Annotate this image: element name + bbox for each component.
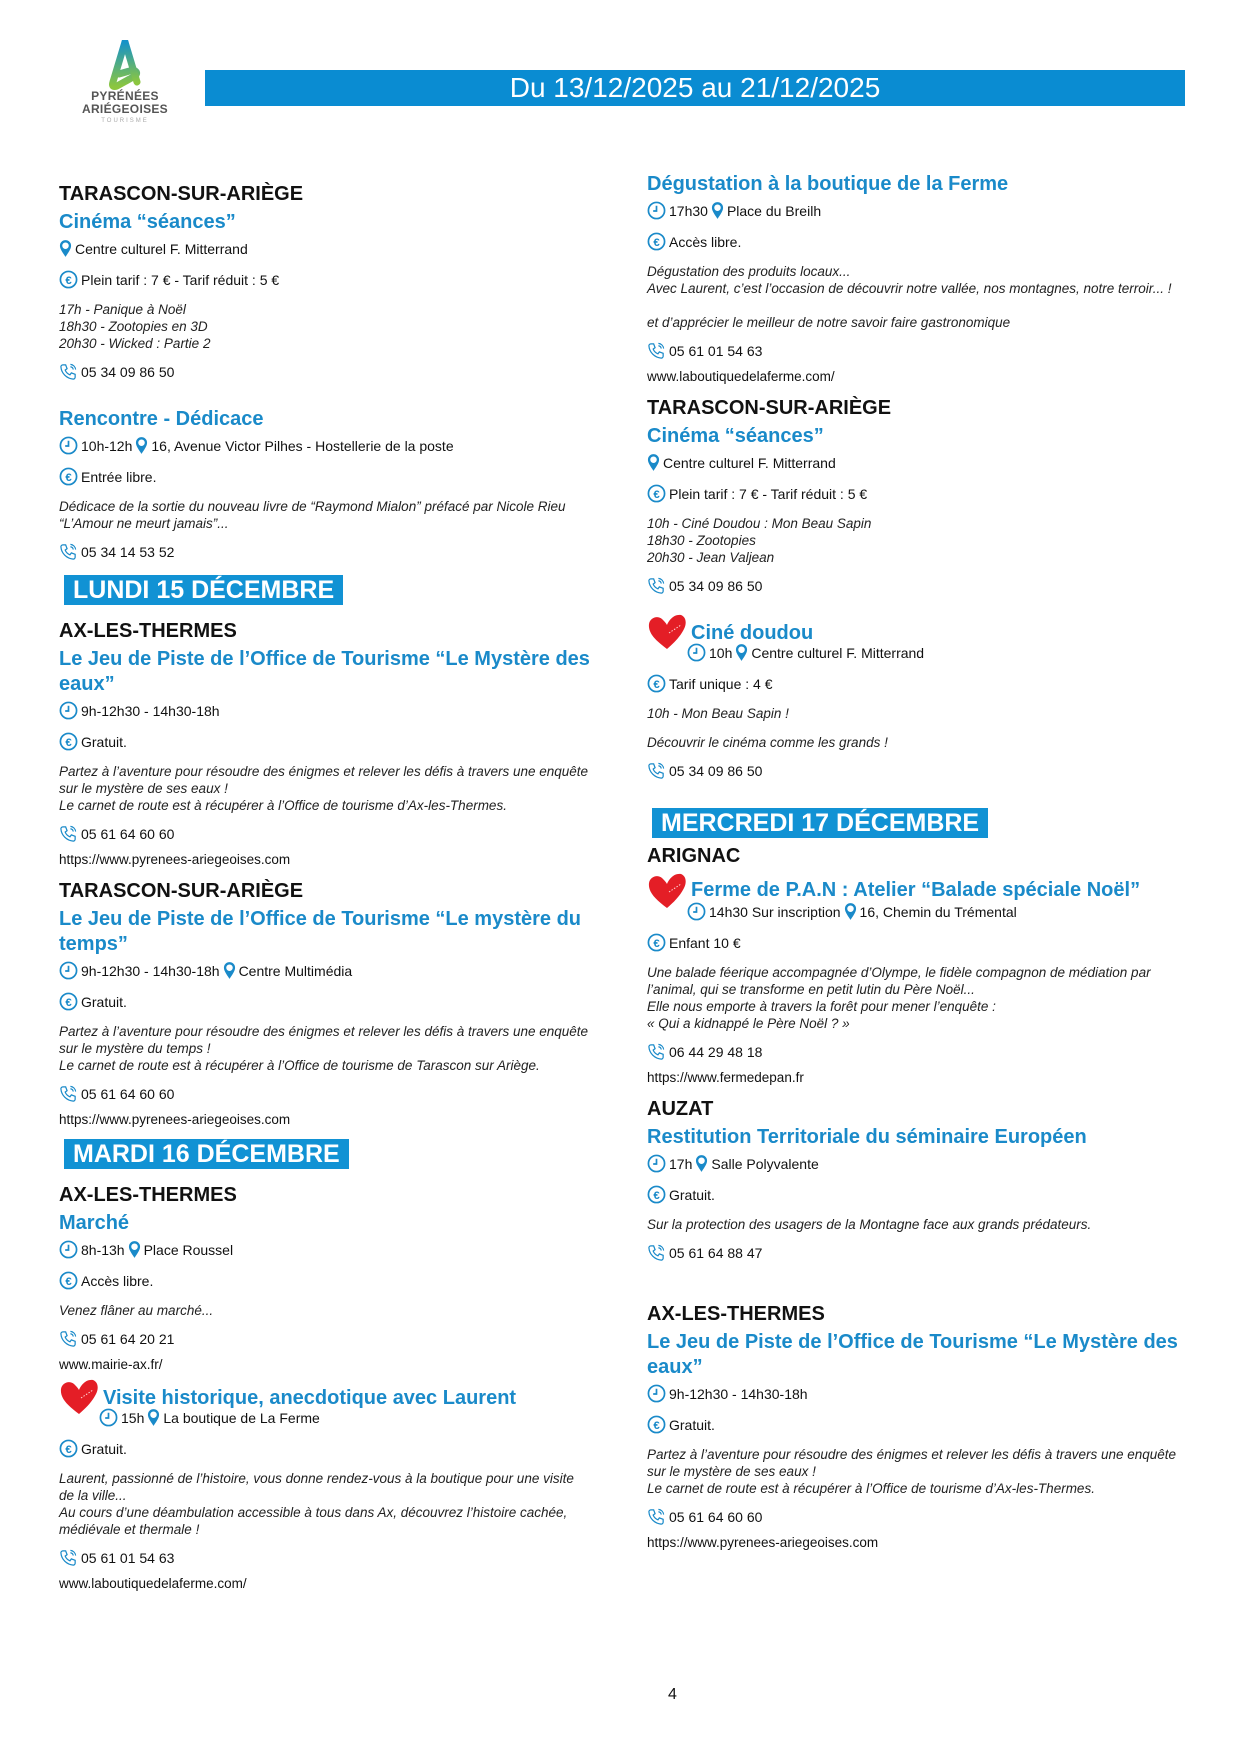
event-price: Entrée libre. bbox=[81, 468, 157, 485]
logo-mark-icon bbox=[105, 40, 145, 90]
event-description bbox=[59, 1470, 619, 1538]
location-pin-icon bbox=[128, 1240, 141, 1259]
desc-line: 17h - Panique à Noël bbox=[59, 302, 186, 317]
event-jeu-piste-tarascon bbox=[59, 879, 619, 1129]
desc-line: Dédicace de la sortie du nouveau livre de “Raymond Mialon” préfacé par Nicole Rieu bbox=[59, 499, 566, 514]
event-title: Visite historique, anecdotique avec Laurent bbox=[103, 1387, 517, 1409]
desc-line: 18h30 - Zootopies bbox=[647, 533, 756, 548]
event-description bbox=[59, 301, 619, 352]
event-title: Rencontre - Dédicace bbox=[59, 408, 264, 430]
phone-icon bbox=[647, 1042, 666, 1061]
clock-icon bbox=[647, 1384, 666, 1403]
event-description bbox=[59, 1302, 619, 1319]
event-description bbox=[59, 1023, 619, 1074]
event-title: Marché bbox=[59, 1212, 130, 1234]
event-price: Plein tarif : 7 € - Tarif réduit : 5 € bbox=[81, 271, 280, 288]
desc-line: Sur la protection des usagers de la Montagne face aux grands prédateurs. bbox=[647, 1217, 1092, 1232]
event-time: 9h-12h30 - 14h30-18h bbox=[81, 702, 220, 719]
event-description bbox=[647, 515, 1207, 566]
heart-icon bbox=[647, 613, 687, 651]
event-description bbox=[647, 705, 1207, 722]
event-price: Tarif unique : 4 € bbox=[669, 675, 773, 692]
euro-icon bbox=[59, 992, 78, 1011]
event-description bbox=[647, 263, 1207, 331]
event-time: 10h-12h bbox=[81, 437, 133, 454]
logo bbox=[70, 40, 180, 140]
event-price: Accès libre. bbox=[669, 233, 742, 250]
city-heading: AX-LES-THERMES bbox=[59, 620, 237, 642]
location-pin-icon bbox=[735, 643, 748, 662]
city-heading: TARASCON-SUR-ARIÈGE bbox=[647, 397, 892, 419]
event-phone[interactable]: 05 34 09 86 50 bbox=[669, 577, 763, 594]
clock-icon bbox=[647, 201, 666, 220]
desc-line: Dégustation des produits locaux... bbox=[647, 264, 851, 279]
location-pin-icon bbox=[223, 961, 236, 980]
event-url[interactable]: www.mairie-ax.fr/ bbox=[59, 1357, 163, 1372]
euro-icon bbox=[647, 1185, 666, 1204]
event-phone[interactable]: 05 61 01 54 63 bbox=[669, 342, 763, 359]
desc-line: Au cours d’une déambulation accessible à tous dans Ax, découvrez l’histoire cachée, bbox=[59, 1505, 568, 1520]
desc-line: Une balade féerique accompagnée d’Olympe, le fidèle compagnon de médiation par bbox=[647, 965, 1151, 980]
location-pin-icon bbox=[695, 1154, 708, 1173]
phone-icon bbox=[59, 542, 78, 561]
event-place: 16, Avenue Victor Pilhes - Hostellerie de la poste bbox=[151, 437, 454, 454]
event-jeu-piste-ax bbox=[59, 619, 619, 869]
event-cine-doudou bbox=[647, 613, 1207, 780]
day-header-mercredi: MERCREDI 17 DÉCEMBRE bbox=[652, 808, 988, 838]
event-phone[interactable]: 05 61 64 20 21 bbox=[81, 1330, 175, 1347]
desc-line: et d’apprécier le meilleur de notre savoir faire gastronomique bbox=[647, 315, 1011, 330]
page-number: 4 bbox=[668, 1686, 677, 1703]
heart-icon bbox=[59, 1378, 99, 1416]
desc-line: sur le mystère de ses eaux ! bbox=[647, 1464, 816, 1479]
euro-icon bbox=[647, 232, 666, 251]
city-heading: TARASCON-SUR-ARIÈGE bbox=[59, 880, 304, 902]
event-description bbox=[647, 1216, 1207, 1233]
event-description bbox=[59, 763, 619, 814]
event-time: 8h-13h bbox=[81, 1241, 125, 1258]
desc-line: « Qui a kidnappé le Père Noël ? » bbox=[647, 1016, 850, 1031]
event-phone[interactable]: 05 61 64 88 47 bbox=[669, 1244, 763, 1261]
phone-icon bbox=[647, 1243, 666, 1262]
desc-line: 10h - Ciné Doudou : Mon Beau Sapin bbox=[647, 516, 872, 531]
euro-icon bbox=[647, 933, 666, 952]
event-time: 15h bbox=[121, 1409, 145, 1426]
logo-line1: PYRÉNÉES bbox=[91, 89, 159, 103]
event-place: Centre culturel F. Mitterrand bbox=[663, 454, 836, 471]
event-phone[interactable]: 05 61 64 60 60 bbox=[81, 1085, 175, 1102]
desc-line: Venez flâner au marché... bbox=[59, 1303, 214, 1318]
event-description bbox=[647, 1446, 1207, 1497]
event-phone[interactable]: 05 34 09 86 50 bbox=[669, 762, 763, 779]
event-title: Ferme de P.A.N : Atelier “Balade spéciale Noël” bbox=[691, 879, 1141, 901]
desc-line: Partez à l’aventure pour résoudre des énigmes et relever les défis à travers une enquête bbox=[59, 764, 589, 779]
event-title: Le Jeu de Piste de l’Office de Tourisme “Le Mystère des eaux” bbox=[647, 1331, 1178, 1378]
event-ferme-pan bbox=[647, 844, 1207, 1087]
event-marche-ax bbox=[59, 1183, 619, 1374]
desc-line: Laurent, passionné de l’histoire, vous donne rendez-vous à la boutique pour une visite bbox=[59, 1471, 574, 1486]
event-place: Centre culturel F. Mitterrand bbox=[75, 240, 248, 257]
logo-line3: TOURISME bbox=[101, 118, 149, 124]
clock-icon bbox=[687, 643, 706, 662]
euro-icon bbox=[59, 1271, 78, 1290]
phone-icon bbox=[59, 362, 78, 381]
event-place: 16, Chemin du Trémental bbox=[859, 903, 1017, 920]
desc-line: de la ville... bbox=[59, 1488, 127, 1503]
event-title: Cinéma “séances” bbox=[647, 425, 824, 447]
event-url[interactable]: https://www.pyrenees-ariegeoises.com bbox=[59, 1112, 291, 1127]
event-title: Restitution Territoriale du séminaire Européen bbox=[647, 1126, 1087, 1148]
event-price: Gratuit. bbox=[81, 1440, 127, 1457]
event-time: 9h-12h30 - 14h30-18h bbox=[81, 962, 220, 979]
city-heading: AX-LES-THERMES bbox=[647, 1303, 825, 1325]
phone-icon bbox=[59, 1329, 78, 1348]
location-pin-icon bbox=[647, 453, 660, 472]
event-time: 17h bbox=[669, 1155, 693, 1172]
clock-icon bbox=[59, 436, 78, 455]
desc-line: sur le mystère de ses eaux ! bbox=[59, 781, 228, 796]
event-price: Enfant 10 € bbox=[669, 934, 741, 951]
city-heading: TARASCON-SUR-ARIÈGE bbox=[59, 183, 304, 205]
location-pin-icon bbox=[59, 239, 72, 258]
event-place: Centre Multimédia bbox=[238, 962, 353, 979]
phone-icon bbox=[647, 1507, 666, 1526]
event-price: Gratuit. bbox=[81, 993, 127, 1010]
event-url[interactable]: https://www.pyrenees-ariegeoises.com bbox=[59, 852, 291, 867]
event-price: Gratuit. bbox=[669, 1186, 715, 1203]
clock-icon bbox=[647, 1154, 666, 1173]
event-url[interactable]: https://www.fermedepan.fr bbox=[647, 1070, 804, 1085]
desc-line: Elle nous emporte à travers la forêt pour mener l’enquête : bbox=[647, 999, 996, 1014]
event-price: Plein tarif : 7 € - Tarif réduit : 5 € bbox=[669, 485, 868, 502]
euro-icon bbox=[59, 732, 78, 751]
event-phone[interactable]: 05 34 09 86 50 bbox=[81, 363, 175, 380]
city-heading: AX-LES-THERMES bbox=[59, 1184, 237, 1206]
euro-icon bbox=[647, 1415, 666, 1434]
event-price: Gratuit. bbox=[669, 1416, 715, 1433]
event-place: Place du Breilh bbox=[726, 202, 822, 219]
desc-line: Avec Laurent, c’est l’occasion de découvrir notre vallée, nos montagnes, notre terroir... ! bbox=[647, 281, 1172, 296]
desc-line bbox=[647, 297, 1207, 314]
event-description bbox=[59, 498, 619, 532]
event-degustation bbox=[647, 172, 1207, 386]
event-phone[interactable]: 05 34 14 53 52 bbox=[81, 543, 175, 560]
event-time: 10h bbox=[709, 644, 733, 661]
desc-line: médiévale et thermale ! bbox=[59, 1522, 200, 1537]
clock-icon bbox=[59, 961, 78, 980]
event-place: Centre culturel F. Mitterrand bbox=[751, 644, 925, 661]
event-description bbox=[647, 734, 1207, 751]
phone-icon bbox=[647, 761, 666, 780]
event-visite-historique bbox=[59, 1378, 619, 1593]
euro-icon bbox=[59, 1439, 78, 1458]
desc-line: 20h30 - Wicked : Partie 2 bbox=[59, 336, 211, 351]
desc-line: 10h - Mon Beau Sapin ! bbox=[647, 706, 789, 721]
event-title: Ciné doudou bbox=[691, 622, 814, 644]
event-title: Cinéma “séances” bbox=[59, 211, 236, 233]
phone-icon bbox=[647, 341, 666, 360]
event-phone[interactable]: 05 61 64 60 60 bbox=[669, 1508, 763, 1525]
desc-line: Partez à l’aventure pour résoudre des énigmes et relever les défis à travers une enquête bbox=[59, 1024, 589, 1039]
desc-line: Le carnet de route est à récupérer à l’Office de tourisme de Tarascon sur Ariège. bbox=[59, 1058, 540, 1073]
event-cinema-tarascon bbox=[59, 182, 619, 381]
desc-line: 18h30 - Zootopies en 3D bbox=[59, 319, 208, 334]
logo-line2: ARIÉGEOISES bbox=[82, 102, 168, 116]
location-pin-icon bbox=[147, 1408, 160, 1427]
event-jeu-piste-ax-2 bbox=[647, 1302, 1207, 1552]
event-title: Le Jeu de Piste de l’Office de Tourisme “Le Mystère des eaux” bbox=[59, 648, 590, 695]
euro-icon bbox=[647, 674, 666, 693]
phone-icon bbox=[59, 1548, 78, 1567]
day-header-lundi: LUNDI 15 DÉCEMBRE bbox=[64, 575, 343, 605]
event-time: 9h-12h30 - 14h30-18h bbox=[669, 1385, 808, 1402]
date-range-banner: Du 13/12/2025 au 21/12/2025 bbox=[205, 70, 1185, 106]
euro-icon bbox=[59, 270, 78, 289]
event-description bbox=[647, 964, 1207, 1032]
location-pin-icon bbox=[844, 902, 857, 921]
clock-icon bbox=[59, 701, 78, 720]
event-cinema-tarascon-2 bbox=[647, 396, 1207, 595]
day-header-mardi: MARDI 16 DÉCEMBRE bbox=[64, 1139, 349, 1169]
city-heading: AUZAT bbox=[647, 1098, 714, 1120]
event-place: Place Roussel bbox=[143, 1241, 234, 1258]
desc-line: sur le mystère du temps ! bbox=[59, 1041, 211, 1056]
desc-line: “L’Amour ne meurt jamais”... bbox=[59, 516, 229, 531]
desc-line: Partez à l’aventure pour résoudre des énigmes et relever les défis à travers une enquête bbox=[647, 1447, 1177, 1462]
event-title: Le Jeu de Piste de l’Office de Tourisme “Le mystère du temps” bbox=[59, 908, 582, 955]
phone-icon bbox=[59, 1084, 78, 1103]
desc-line: 20h30 - Jean Valjean bbox=[647, 550, 775, 565]
event-time: 17h30 bbox=[669, 202, 708, 219]
event-price: Accès libre. bbox=[81, 1272, 154, 1289]
phone-icon bbox=[647, 576, 666, 595]
desc-line: Le carnet de route est à récupérer à l’Office de tourisme d’Ax-les-Thermes. bbox=[647, 1481, 1095, 1496]
event-phone[interactable]: 05 61 01 54 63 bbox=[81, 1549, 175, 1566]
right-column bbox=[647, 172, 1207, 1562]
event-place: Salle Polyvalente bbox=[711, 1155, 819, 1172]
location-pin-icon bbox=[711, 201, 724, 220]
city-heading: ARIGNAC bbox=[647, 845, 741, 867]
event-rencontre-dedicace bbox=[59, 407, 619, 561]
desc-line: Le carnet de route est à récupérer à l’Office de tourisme d’Ax-les-Thermes. bbox=[59, 798, 507, 813]
euro-icon bbox=[647, 484, 666, 503]
event-url[interactable]: https://www.pyrenees-ariegeoises.com bbox=[647, 1535, 879, 1550]
phone-icon bbox=[59, 824, 78, 843]
event-url[interactable]: www.laboutiquedelaferme.com/ bbox=[647, 369, 835, 384]
clock-icon bbox=[59, 1240, 78, 1259]
euro-icon bbox=[59, 467, 78, 486]
event-phone[interactable]: 05 61 64 60 60 bbox=[81, 825, 175, 842]
event-restitution-auzat bbox=[647, 1097, 1207, 1262]
left-column bbox=[59, 178, 619, 1603]
clock-icon bbox=[687, 902, 706, 921]
desc-line: Découvrir le cinéma comme les grands ! bbox=[647, 735, 888, 750]
event-place: La boutique de La Ferme bbox=[163, 1409, 320, 1426]
desc-line: l’animal, qui se transforme en petit lutin du Père Noël... bbox=[647, 982, 975, 997]
event-price: Gratuit. bbox=[81, 733, 127, 750]
event-phone[interactable]: 06 44 29 48 18 bbox=[669, 1043, 763, 1060]
location-pin-icon bbox=[135, 436, 148, 455]
heart-icon bbox=[647, 872, 687, 910]
event-title: Dégustation à la boutique de la Ferme bbox=[647, 173, 1009, 195]
event-url[interactable]: www.laboutiquedelaferme.com/ bbox=[59, 1576, 247, 1591]
event-time: 14h30 Sur inscription bbox=[709, 903, 841, 920]
clock-icon bbox=[99, 1408, 118, 1427]
